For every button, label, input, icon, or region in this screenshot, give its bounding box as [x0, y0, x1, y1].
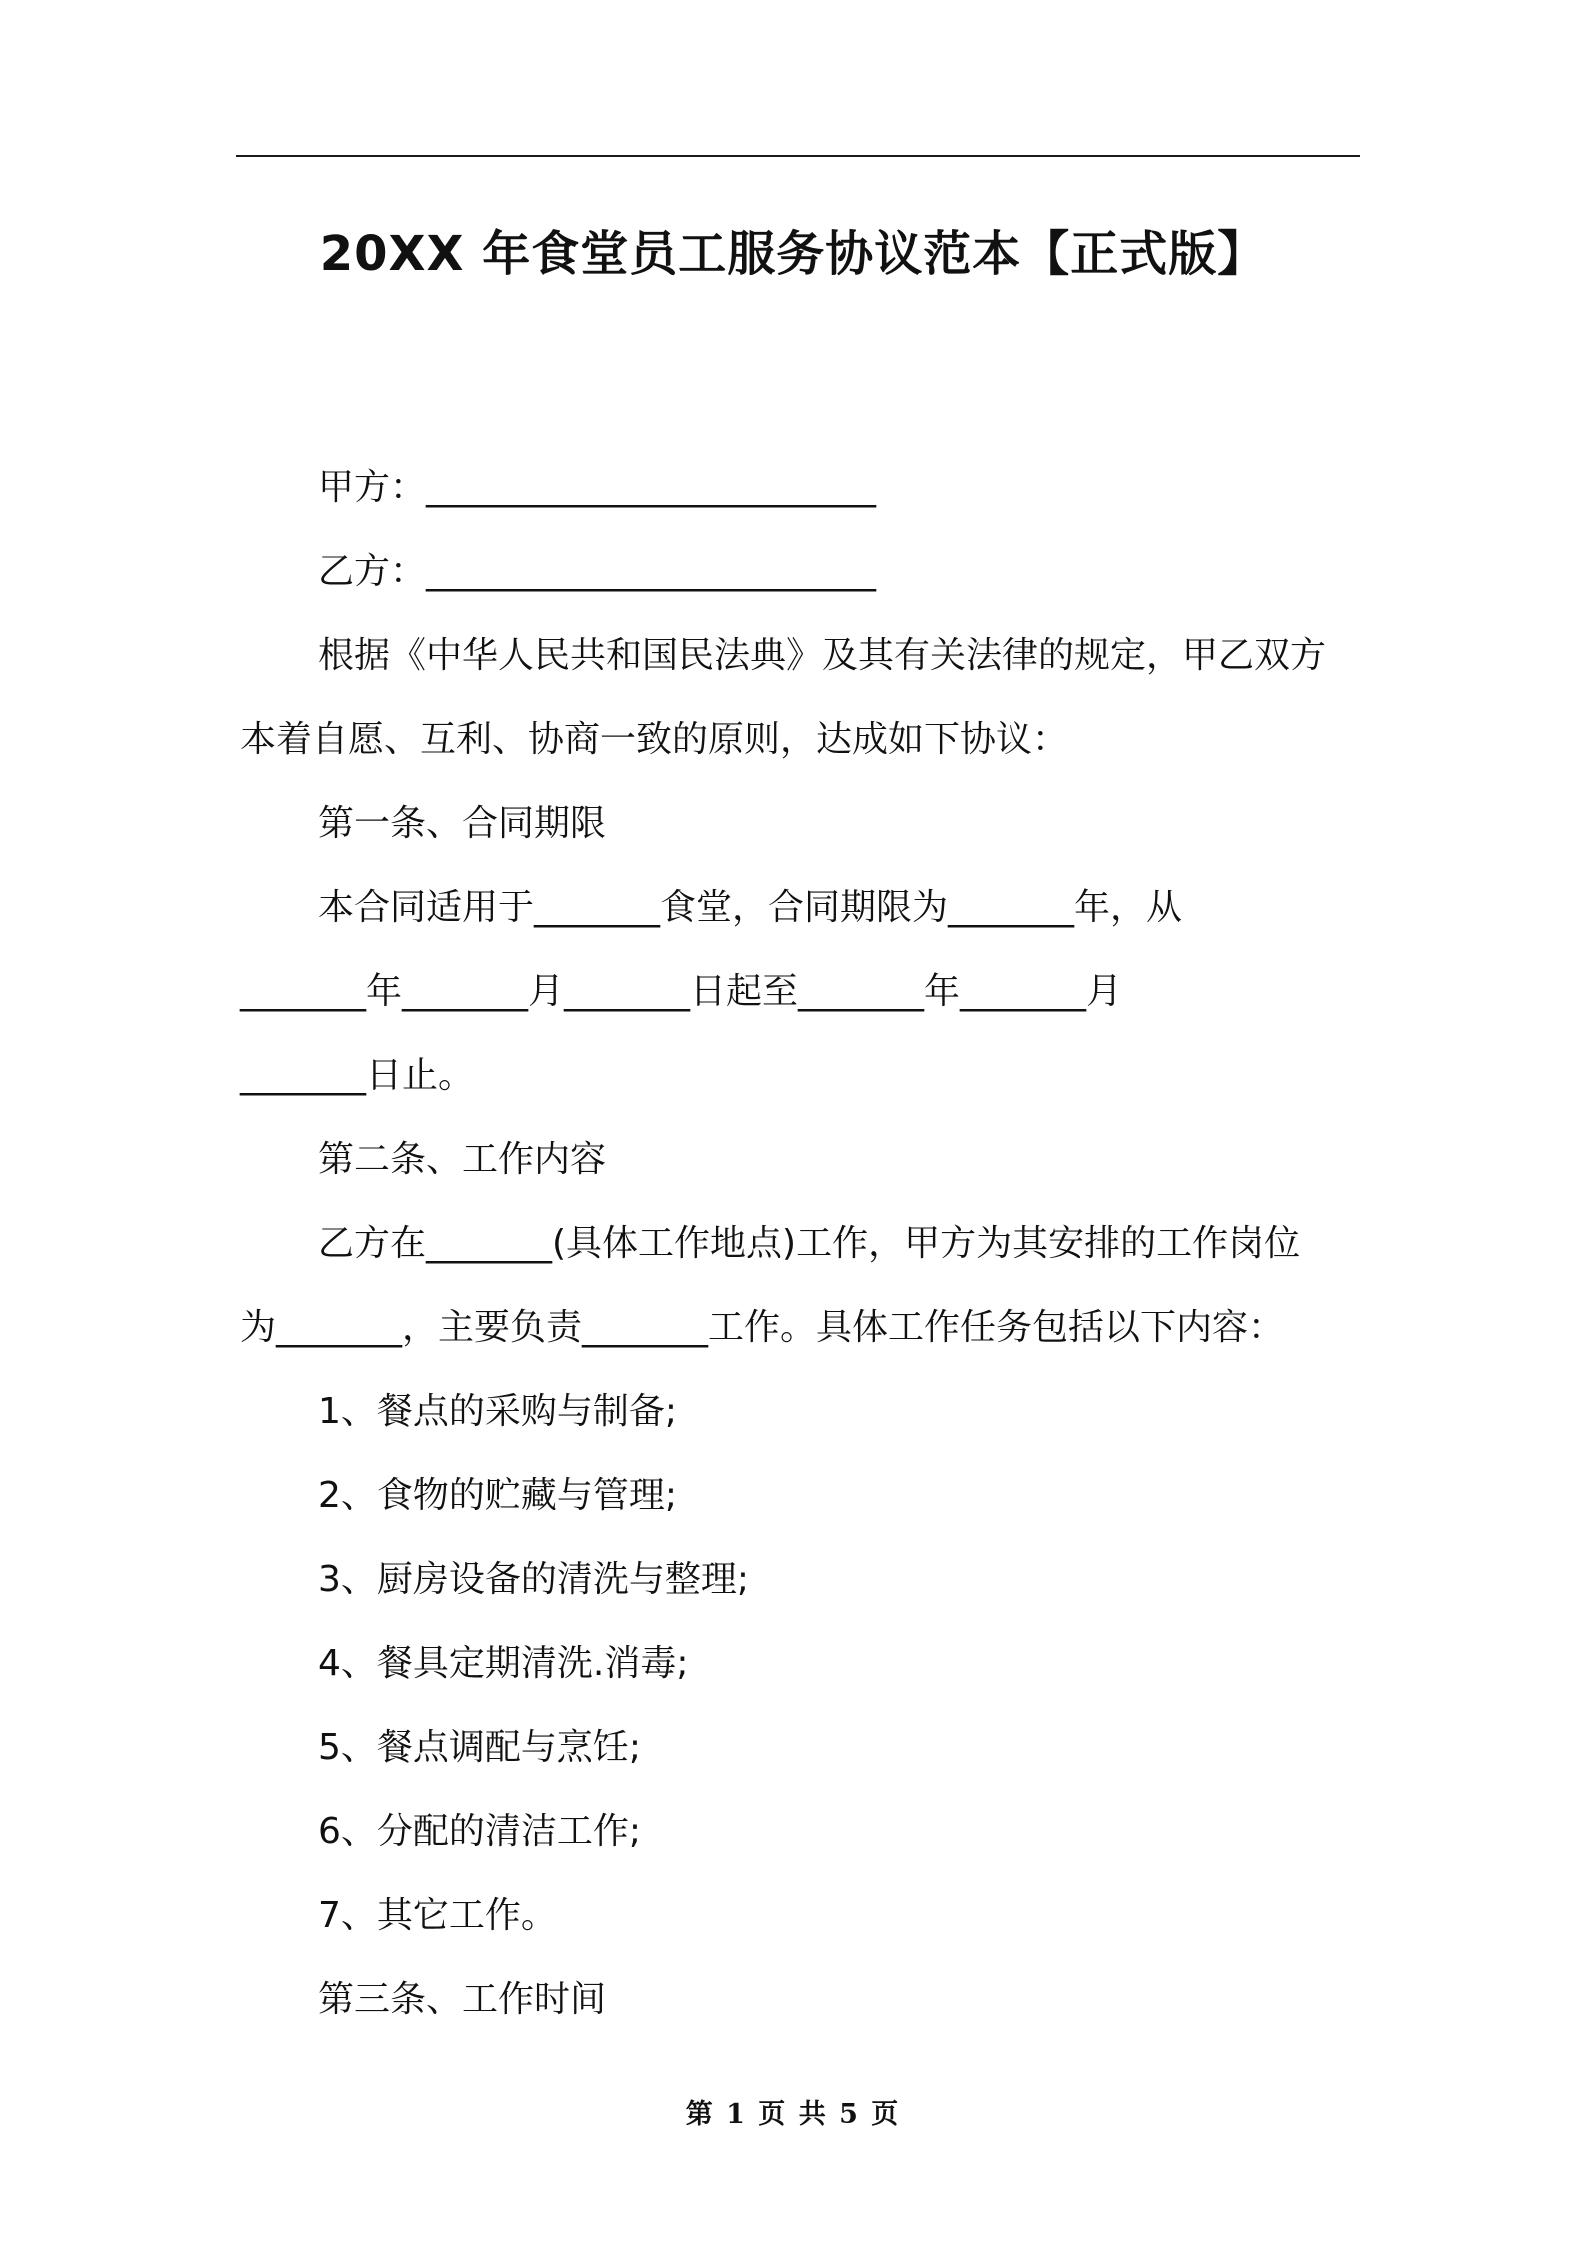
task-item-4: 4、餐具定期清洗.消毒; — [318, 1643, 689, 1684]
task-item-7: 7、其它工作。 — [318, 1895, 557, 1936]
document-title: 20XX 年食堂员工服务协议范本【正式版】 — [319, 226, 1267, 282]
article-1-line-2: _______年_______月_______日起至_______年_______月 — [240, 971, 1123, 1012]
header-rule — [236, 155, 1360, 157]
article-3-heading: 第三条、工作时间 — [318, 1979, 607, 2020]
article-2-line-1: 乙方在_______(具体工作地点)工作，甲方为其安排的工作岗位 — [318, 1223, 1301, 1264]
article-1-line-1: 本合同适用于_______食堂，合同期限为_______年，从 — [318, 887, 1183, 928]
preamble-line-2: 本着自愿、互利、协商一致的原则，达成如下协议： — [240, 719, 1069, 760]
task-item-3: 3、厨房设备的清洗与整理; — [318, 1559, 750, 1600]
task-item-2: 2、食物的贮藏与管理; — [318, 1475, 678, 1516]
page-indicator: 第 1 页 共 5 页 — [685, 2099, 901, 2130]
party-b-field: 乙方：_________________________ — [318, 551, 877, 592]
document-body — [240, 446, 1360, 2042]
task-item-1: 1、餐点的采购与制备; — [318, 1391, 678, 1432]
task-item-5: 5、餐点调配与烹饪; — [318, 1727, 642, 1768]
article-2-heading: 第二条、工作内容 — [318, 1139, 607, 1180]
article-1-heading: 第一条、合同期限 — [318, 803, 607, 844]
article-1-line-3: _______日止。 — [240, 1055, 475, 1096]
preamble-line-1: 根据《中华人民共和国民法典》及其有关法律的规定，甲乙双方 — [318, 635, 1327, 676]
article-2-line-2: 为_______，主要负责_______工作。具体工作任务包括以下内容： — [240, 1307, 1285, 1348]
task-item-6: 6、分配的清洁工作; — [318, 1811, 642, 1852]
party-a-field: 甲方：_________________________ — [318, 467, 877, 508]
